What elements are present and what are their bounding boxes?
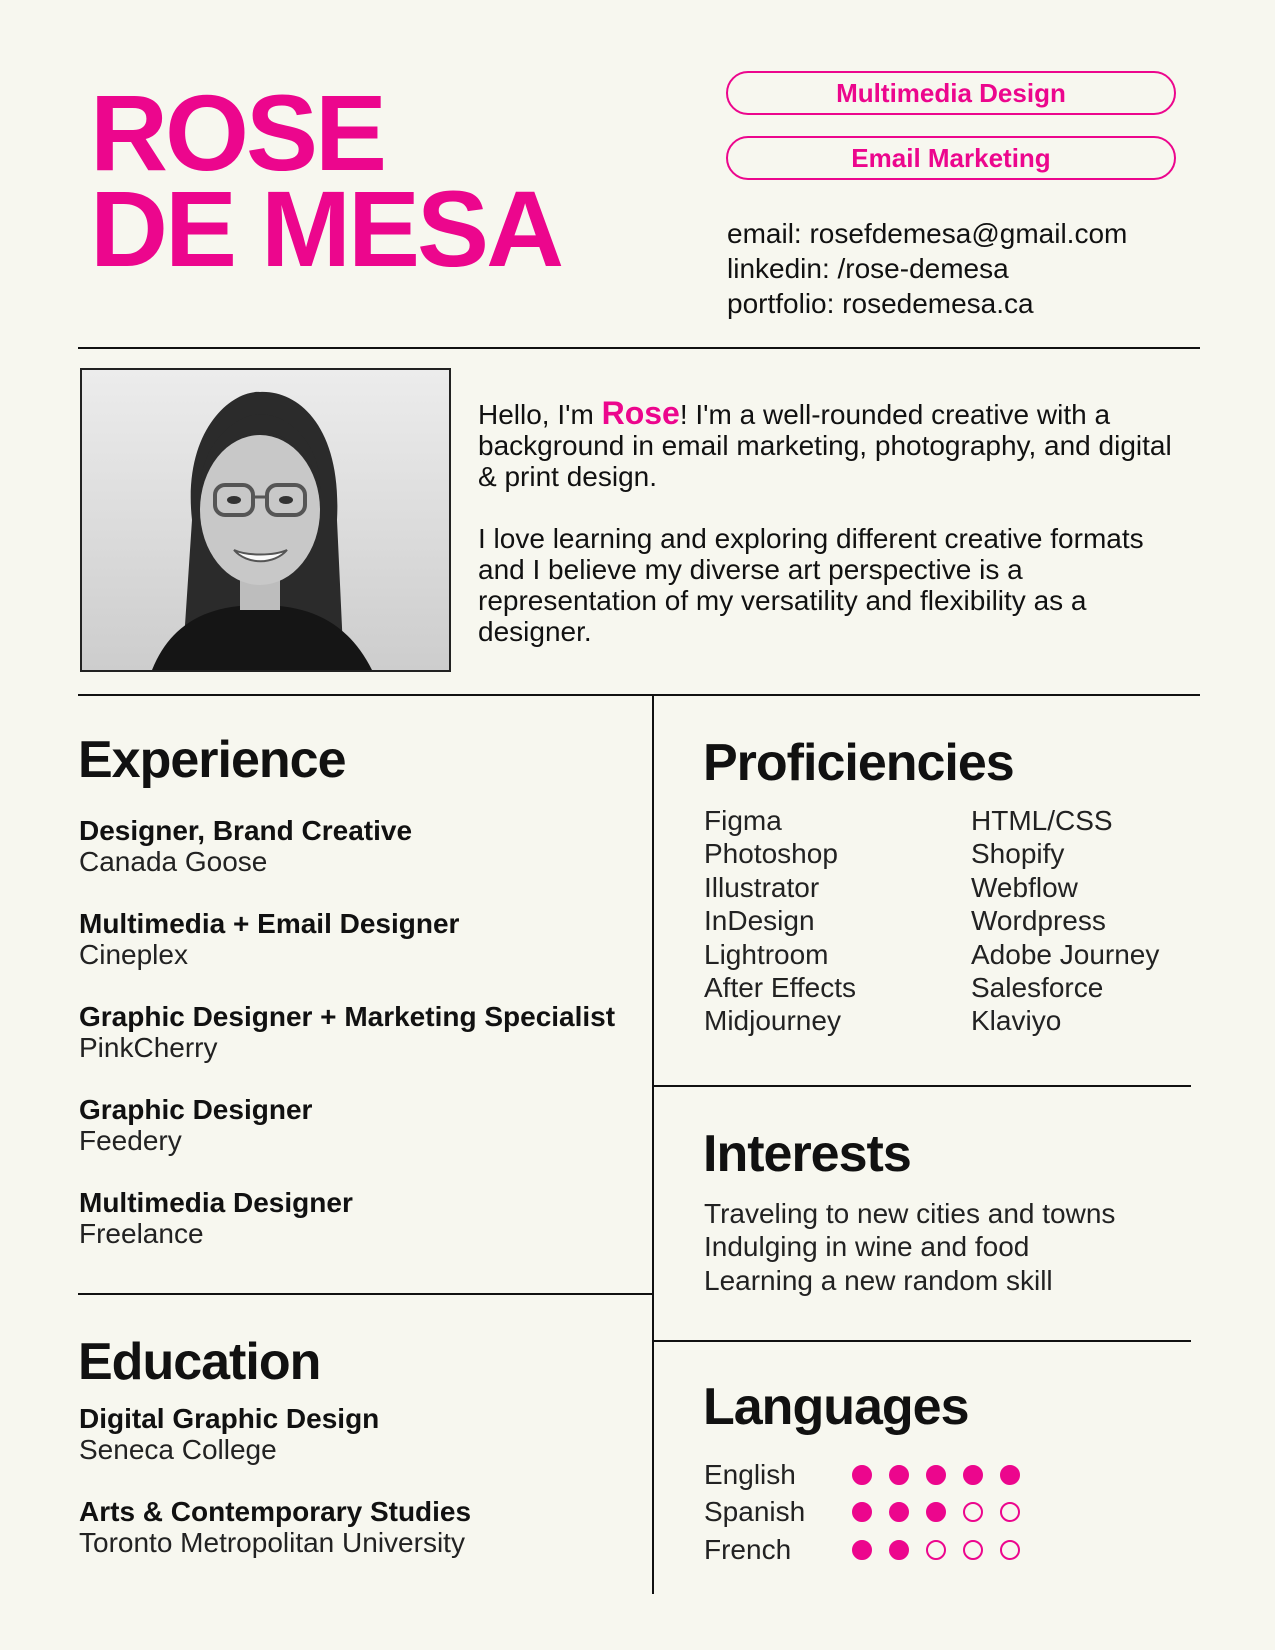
filled-dot-icon: [852, 1465, 872, 1485]
experience-item: [79, 815, 615, 877]
empty-dot-icon: [963, 1502, 983, 1522]
name-line-2: DE MESA: [90, 168, 562, 289]
skill-item: Lightroom: [704, 938, 829, 970]
contact-portfolio[interactable]: portfolio: rosedemesa.ca: [727, 288, 1034, 319]
interest-item: Learning a new random skill: [704, 1264, 1053, 1296]
skill-item: Klaviyo: [971, 1005, 1062, 1037]
skill-item: Illustrator: [704, 871, 820, 903]
education-list: [79, 1403, 471, 1589]
degree-title: Digital Graphic Design: [79, 1403, 380, 1434]
experience-item: [79, 1094, 615, 1156]
language-row-spanish: [704, 1494, 1037, 1532]
education-item: [79, 1496, 471, 1558]
divider-proficiencies: [653, 1085, 1191, 1087]
proficiency-dots: [852, 1540, 1037, 1560]
bio-section: [478, 395, 1198, 678]
empty-dot-icon: [1000, 1502, 1020, 1522]
divider-header: [78, 347, 1200, 349]
job-title: Multimedia Designer: [79, 1187, 353, 1218]
divider-experience: [78, 1293, 653, 1295]
filled-dot-icon: [889, 1540, 909, 1560]
filled-dot-icon: [852, 1502, 872, 1522]
bio-highlight-name: Rose: [601, 395, 680, 431]
filled-dot-icon: [926, 1502, 946, 1522]
proficiencies-heading: Proficiencies: [703, 734, 1014, 792]
language-name: French: [704, 1533, 792, 1565]
empty-dot-icon: [963, 1540, 983, 1560]
skill-item: HTML/CSS: [971, 805, 1113, 836]
proficiency-dots: [852, 1502, 1037, 1522]
job-title: Multimedia + Email Designer: [79, 908, 460, 939]
job-title: Designer, Brand Creative: [79, 815, 413, 846]
resume-name: [90, 72, 562, 289]
skill-item: Wordpress: [971, 905, 1106, 937]
interests-heading: Interests: [703, 1125, 911, 1183]
profile-photo: [80, 368, 451, 672]
filled-dot-icon: [1000, 1465, 1020, 1485]
proficiencies-col-2: [971, 804, 1159, 1038]
job-company: Feedery: [79, 1125, 182, 1156]
contact-block: [727, 216, 1127, 321]
school-name: Seneca College: [79, 1434, 277, 1465]
skill-item: InDesign: [704, 905, 815, 937]
bio-paragraph-2: I love learning and exploring different creative formats and I believe my diverse art perspective is a representation of my versatility and flexibility as a designer.: [478, 523, 1144, 647]
job-company: PinkCherry: [79, 1032, 218, 1063]
languages-list: [704, 1456, 1037, 1569]
education-item: [79, 1403, 471, 1465]
empty-dot-icon: [1000, 1540, 1020, 1560]
contact-linkedin[interactable]: linkedin: /rose-demesa: [727, 253, 1009, 284]
job-company: Canada Goose: [79, 846, 268, 877]
experience-heading: Experience: [78, 731, 346, 789]
tag-pill-email-marketing: Email Marketing: [726, 136, 1176, 180]
tag-pill-multimedia-design: Multimedia Design: [726, 71, 1176, 115]
contact-email[interactable]: email: rosefdemesa@gmail.com: [727, 218, 1128, 249]
interest-item: Indulging in wine and food: [704, 1231, 1030, 1263]
skill-item: Figma: [704, 805, 782, 836]
skill-item: Photoshop: [704, 838, 838, 870]
divider-bio: [78, 694, 1200, 696]
language-row-english: [704, 1456, 1037, 1494]
languages-heading: Languages: [703, 1378, 969, 1436]
filled-dot-icon: [926, 1465, 946, 1485]
skill-item: Salesforce: [971, 972, 1104, 1004]
experience-item: [79, 1001, 615, 1063]
experience-list: [79, 815, 615, 1280]
empty-dot-icon: [926, 1540, 946, 1560]
filled-dot-icon: [963, 1465, 983, 1485]
job-company: Freelance: [79, 1218, 204, 1249]
bio-paragraph-1: [478, 395, 1198, 492]
proficiencies-col-1: [704, 804, 856, 1038]
portrait-image: [82, 370, 449, 670]
bio-intro: ! I'm a well-rounded creative with a background in email marketing, photography, and digital & print design.: [478, 399, 1172, 492]
skill-item: Shopify: [971, 838, 1065, 870]
experience-item: [79, 908, 615, 970]
interest-item: Traveling to new cities and towns: [704, 1198, 1116, 1229]
filled-dot-icon: [889, 1465, 909, 1485]
job-title: Graphic Designer: [79, 1094, 313, 1125]
education-heading: Education: [78, 1333, 321, 1391]
bio-greeting: Hello, I'm: [478, 399, 602, 430]
filled-dot-icon: [852, 1540, 872, 1560]
skill-item: Midjourney: [704, 1005, 841, 1037]
name-line-1: ROSE: [90, 72, 385, 193]
language-row-french: [704, 1531, 1037, 1569]
skill-item: Adobe Journey: [971, 938, 1160, 970]
experience-item: [79, 1187, 615, 1249]
job-company: Cineplex: [79, 939, 188, 970]
school-name: Toronto Metropolitan University: [79, 1527, 465, 1558]
skill-item: After Effects: [704, 972, 856, 1004]
filled-dot-icon: [889, 1502, 909, 1522]
divider-interests: [653, 1340, 1191, 1342]
language-name: English: [704, 1458, 796, 1490]
degree-title: Arts & Contemporary Studies: [79, 1496, 472, 1527]
column-divider: [652, 694, 654, 1594]
language-name: Spanish: [704, 1496, 806, 1528]
job-title: Graphic Designer + Marketing Specialist: [79, 1001, 616, 1032]
proficiency-dots: [852, 1465, 1037, 1485]
skill-item: Webflow: [971, 871, 1078, 903]
interests-list: [704, 1197, 1115, 1297]
